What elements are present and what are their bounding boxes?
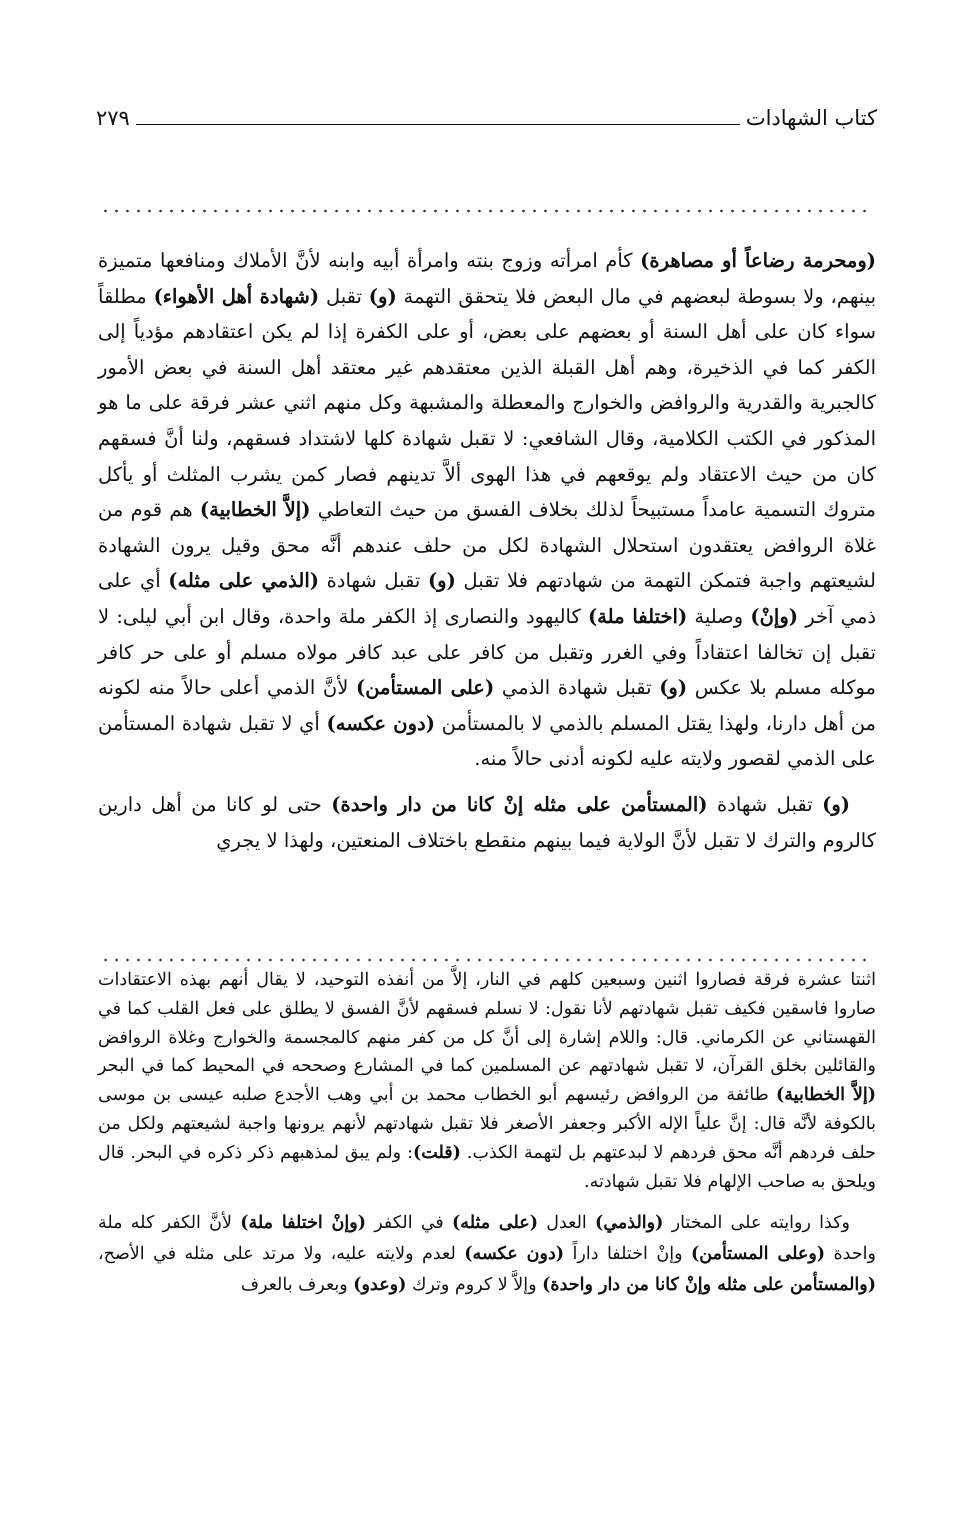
bold-term: (و)	[822, 792, 850, 816]
chapter-title: كتاب الشهادات	[745, 106, 877, 130]
bold-term: (والذمي)	[595, 1213, 664, 1234]
bold-term: (و)	[659, 676, 688, 700]
bold-term: (اختلفا ملة)	[587, 604, 688, 628]
bold-term: (و)	[368, 284, 397, 308]
text-run: وكذا روايته على المختار	[663, 1213, 850, 1234]
footnotes	[98, 966, 876, 1301]
bold-term: (ومحرمة رضاعاً أو مصاهرة)	[640, 249, 876, 272]
bold-term: (دون عكسه)	[464, 1244, 565, 1265]
footnote-paragraph-1	[98, 966, 876, 1196]
text-run: اثنتا عشرة فرقة فصاروا اثنين وسبعين كلهم في النار، إلاَّ من أنفذه التوحيد، لا يقال أنهم بهذه الاعتقادات صاروا فاسقين فكيف تقبل شهادتهم لأنا نقول: لا نسلم فسقهم لأنَّ الفسق لا يطلق على فعل القلب كما في القهستاني عن الكرماني. قال: واللام إشارة إلى أنَّ كل من كفر منهم كالمجسمة والخوارج وغلاة الروافض والقائلين بخلق القرآن، لا تقبل شهادتهم عن المسلمين كما في المشارع وصححه في المحيط كما في البحر	[98, 970, 876, 1077]
text-run: كاليهود والنصارى إذ الكفر ملة واحدة، وقال ابن أبي ليلى: لا تقبل إن تخالفا اعتقاداً وفي الغرر وتقبل من كافر على عبد كافر مولاه مسلم أو على حر كافر موكله مسلم بلا عكس	[98, 604, 877, 700]
text-run: : ولم يبق لمذهبهم ذكر ذكره في البحر. قال ويلحق به صاحب الإلهام فلا تقبل شهادته.	[98, 1142, 876, 1192]
text-run: تقبل	[319, 284, 369, 308]
text-run: لأنَّ الكفر كله ملة واحدة	[98, 1213, 876, 1265]
bold-term: (إلاَّ الخطابية)	[776, 1085, 876, 1106]
bold-term: (على المستأمن)	[355, 676, 495, 700]
text-run: تقبل شهادة	[707, 792, 823, 816]
page-number: ٢٧٩	[96, 106, 130, 130]
header-rule	[136, 124, 740, 125]
text-run: تقبل شهادة الذمي	[494, 676, 660, 700]
text-run: تقبل شهادة	[318, 569, 428, 593]
text-run: أي لا تقبل شهادة المستأمن على الذمي لقصور ولايته عليه لكونه أدنى حالاً منه.	[98, 711, 876, 771]
text-run: هم قوم من غلاة الروافض يعتقدون استحلال الشهادة لكل من حلف عندهم أنَّه محق وقيل يرون الشهادة لشيعتهم واجبة فتمكن التهمة من شهادتهم فلا تقبل	[98, 498, 876, 593]
text-run: في الكفر	[365, 1213, 453, 1234]
text-run: طائفة من الروافض رئيسهم أبو الخطاب محمد بن أبي وهب الأجدع صلبه عيسى بن موسى بالكوفة لأنَّه قال: إنَّ علياً الإله الأكبر وجعفر الأصغر فلا تقبل شهادتهم لأنهم يرونها واجبة لشيعتهم ولكل من حلف فردهم أنَّه محق فردهم لا لبدعتهم بل لتهمة الكذب.	[98, 1085, 876, 1163]
main-paragraph-1	[98, 243, 876, 777]
text-run: وإلاَّ لا كروم وترك	[406, 1275, 543, 1296]
text-run: كأم امرأته وزوج بنته وامرأة أبيه وابنه لأنَّ الأملاك ومنافعها متميزة بينهم، ولا بسوطة لبعضهم في مال البعض فلا يتحقق التهمة	[98, 249, 877, 308]
text-run: أي على ذمي آخر	[98, 569, 877, 628]
dotted-separator-footnotes	[100, 958, 874, 962]
bold-term: (المستأمن على مثله إنْ كانا من دار واحدة)	[331, 792, 708, 816]
bold-term: (والمستأمن على مثله وإنْ كانا من دار واحدة)	[542, 1275, 876, 1296]
bold-term: (شهادة أهل الأهواء)	[153, 284, 320, 308]
text-run: حتى لو كانا من أهل دارين كالروم والترك لا تقبل لأنَّ الولاية فيما بينهم منقطع باختلاف المنعتين، ولهذا لا يجري	[98, 792, 876, 852]
bold-term: (و)	[427, 569, 456, 593]
text-run: العدل	[538, 1213, 596, 1234]
bold-term: (الذمي على مثله)	[168, 569, 319, 593]
footnote-paragraph-2	[98, 1208, 876, 1301]
dotted-separator-top	[100, 209, 874, 213]
text-run: وإنْ اختلفا داراً	[564, 1244, 691, 1265]
main-paragraph-2	[98, 787, 876, 858]
bold-term: (قلت)	[413, 1142, 461, 1163]
text-run: وبعرف بالعرف	[240, 1275, 354, 1296]
text-run: لعدم ولايته عليه، ولا مرتد على مثله في الأصح،	[98, 1244, 465, 1265]
bold-term: (على مثله)	[452, 1213, 539, 1234]
main-text	[98, 243, 876, 858]
bold-term: (دون عكسه)	[326, 711, 435, 735]
text-run: مطلقاً سواء كان على أهل السنة أو بعضهم على بعض، أو على الكفرة إذا لم يكن اعتقادهم مؤدياً إلى الكفر كما في الذخيرة، وهم أهل القبلة الذين معتقدهم غير معتقد أهل السنة في بعض الأمور كالجبرية والقدرية والروافض والخوارج والمعطلة والمشبهة وكل منهم اثني عشر فرقة على ما هو المذكور في الكتب الكلامية، وقال الشافعي: لا تقبل شهادة كلها لاشتداد فسقهم، ولنا أنَّ فسقهم كان من حيث الاعتقاد ولم يوقعهم في هذا الهوى ألاَّ تدينهم فصار كمن يشرب المثلث أو يأكل متروك التسمية عامداً مستبيحاً لذلك بخلاف الفسق من حيث التعاطي	[98, 284, 876, 522]
text-run: وصلية	[687, 604, 751, 628]
text-run: لأنَّ الذمي أعلى حالاً منه لكونه من أهل دارنا، ولهذا يقتل المسلم بالذمي لا بالمستأمن	[98, 676, 876, 735]
running-header	[96, 100, 877, 136]
bold-term: (وإنْ اختلفا ملة)	[240, 1213, 366, 1234]
bold-term: (وإنْ)	[750, 604, 798, 628]
bold-term: (وعلى المستأمن)	[690, 1244, 826, 1265]
bold-term: (إلاَّ الخطابية)	[199, 498, 311, 522]
bold-term: (وعدو)	[353, 1275, 407, 1296]
